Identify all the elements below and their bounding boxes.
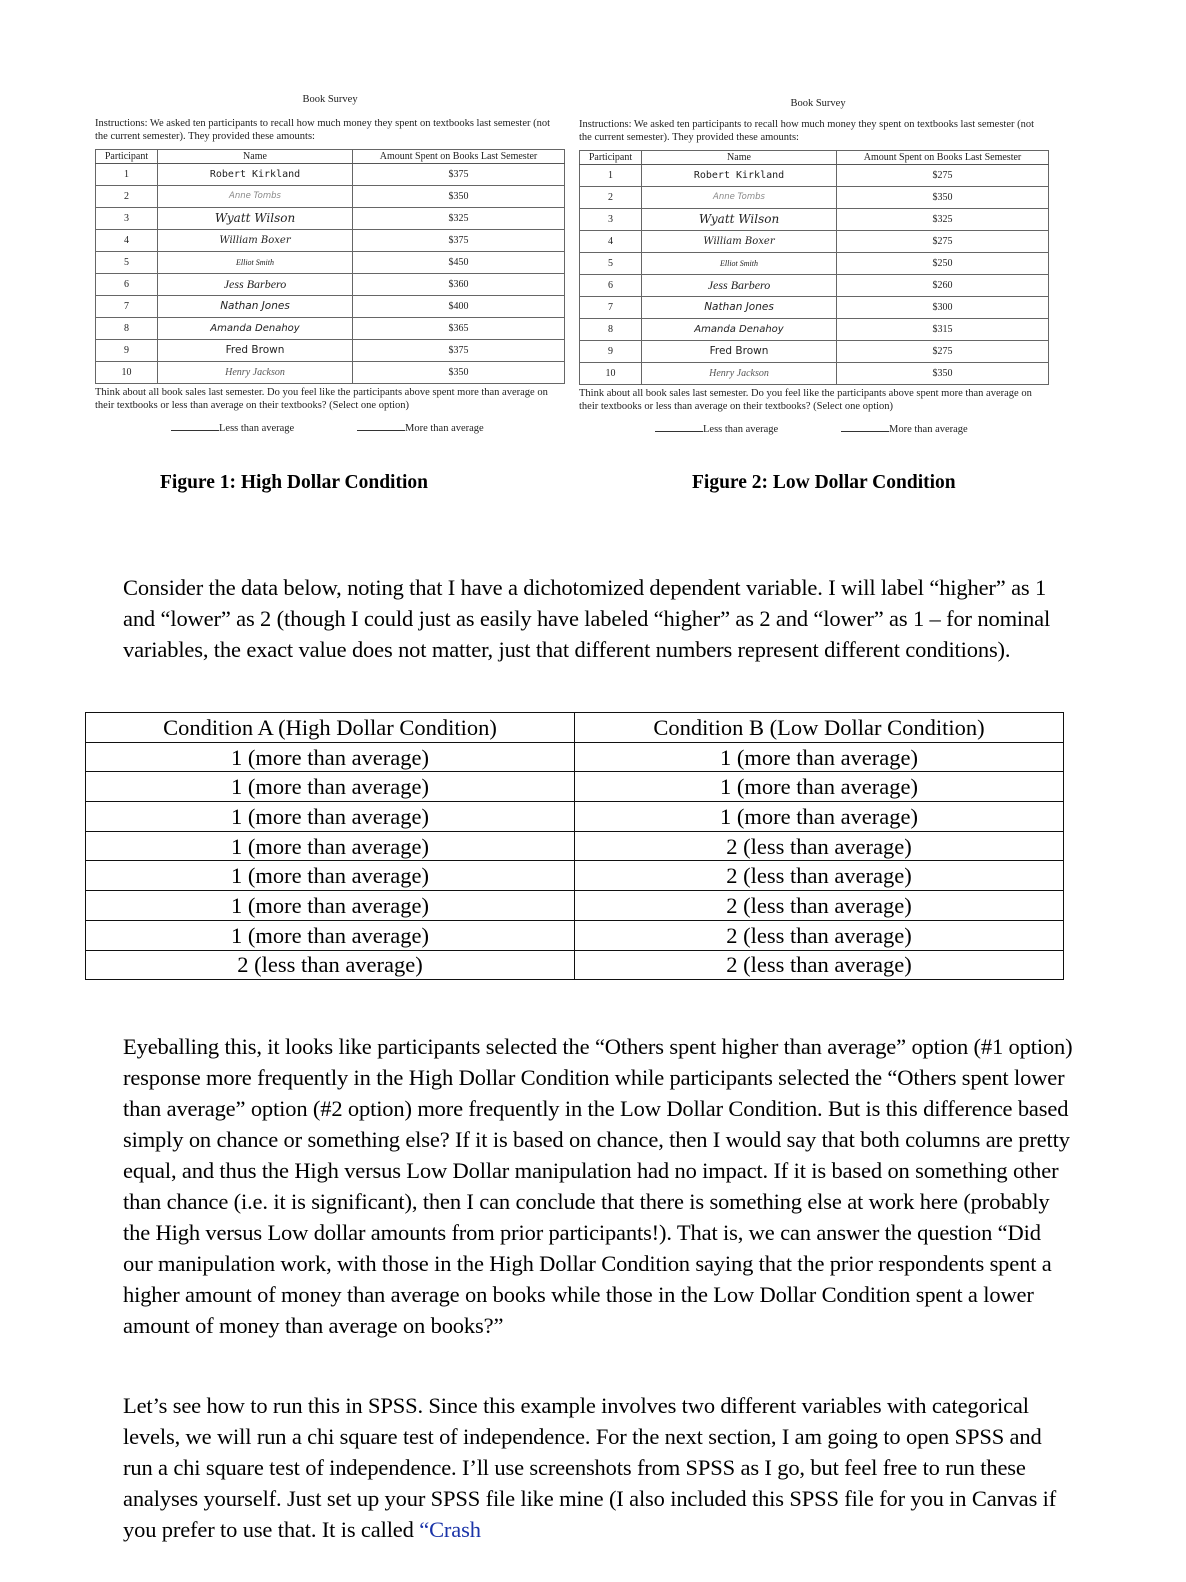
column-header-name: Name	[158, 150, 353, 164]
table-row	[580, 253, 1049, 275]
participant-name: William Boxer	[158, 230, 353, 252]
table-row	[96, 362, 565, 384]
amount-spent: $375	[353, 340, 565, 362]
participant-number: 10	[580, 363, 642, 385]
table-row	[86, 861, 1064, 891]
survey-figure-low-dollar	[579, 93, 1049, 436]
table-row	[86, 772, 1064, 802]
column-header-amount: Amount Spent on Books Last Semester	[837, 151, 1049, 165]
column-header-amount: Amount Spent on Books Last Semester	[353, 150, 565, 164]
participant-number: 1	[96, 164, 158, 186]
amount-spent: $325	[837, 209, 1049, 231]
table-row	[96, 252, 565, 274]
amount-spent: $400	[353, 296, 565, 318]
participant-number: 6	[580, 275, 642, 297]
amount-spent: $350	[353, 186, 565, 208]
condition-a-cell: 1 (more than average)	[86, 861, 575, 891]
participant-number: 4	[580, 231, 642, 253]
table-row	[86, 831, 1064, 861]
amount-spent: $250	[837, 253, 1049, 275]
table-row	[86, 802, 1064, 832]
table-row	[96, 296, 565, 318]
table-row	[96, 164, 565, 186]
participant-number: 10	[96, 362, 158, 384]
participant-name: Elliot Smith	[642, 253, 837, 275]
option-more-than-average	[841, 421, 1027, 436]
option-more-than-average	[357, 420, 543, 435]
participant-name: Jess Barbero	[642, 275, 837, 297]
amount-spent: $315	[837, 319, 1049, 341]
amount-spent: $275	[837, 165, 1049, 187]
condition-table	[85, 712, 1064, 980]
participant-name: Anne Tombs	[158, 186, 353, 208]
participant-name: Amanda Denahoy	[642, 319, 837, 341]
amount-spent: $300	[837, 297, 1049, 319]
column-header-condition-a: Condition A (High Dollar Condition)	[86, 713, 575, 743]
table-row	[96, 318, 565, 340]
participant-number: 2	[96, 186, 158, 208]
participant-number: 4	[96, 230, 158, 252]
spss-file-link[interactable]: “Crash	[419, 1517, 481, 1542]
survey-table	[95, 149, 565, 384]
option-less-than-average	[655, 421, 841, 436]
participant-name: Amanda Denahoy	[158, 318, 353, 340]
amount-spent: $275	[837, 341, 1049, 363]
participant-number: 9	[580, 341, 642, 363]
survey-table-header	[580, 151, 1049, 165]
amount-spent: $450	[353, 252, 565, 274]
answer-blank	[655, 421, 703, 432]
participant-number: 3	[580, 209, 642, 231]
participant-name: Anne Tombs	[642, 187, 837, 209]
participant-name: Robert Kirkland	[158, 164, 353, 186]
table-row	[580, 165, 1049, 187]
survey-table-header	[96, 150, 565, 164]
table-row	[580, 363, 1049, 385]
amount-spent: $360	[353, 274, 565, 296]
survey-instructions: Instructions: We asked ten participants to recall how much money they spent on textbooks last semester (not the current semester). They provided these amounts:	[95, 118, 551, 142]
table-row	[86, 891, 1064, 921]
participant-number: 1	[580, 165, 642, 187]
amount-spent: $260	[837, 275, 1049, 297]
spss-paragraph-text: Let’s see how to run this in SPSS. Since this example involves two different variables with categorical levels, we will run a chi square test of independence. For the next section, I am going to open SPSS and run a chi square test of independence. I’ll use screenshots from SPSS as I go, but feel free to run these analyses yourself. Just set up your SPSS file like mine (I also included this SPSS file for you in Canvas if you prefer to use that. It is called	[123, 1393, 1057, 1542]
condition-a-cell: 1 (more than average)	[86, 742, 575, 772]
condition-b-cell: 2 (less than average)	[575, 920, 1064, 950]
survey-figure-high-dollar	[95, 93, 565, 435]
condition-a-cell: 1 (more than average)	[86, 772, 575, 802]
condition-b-cell: 1 (more than average)	[575, 802, 1064, 832]
condition-b-cell: 2 (less than average)	[575, 831, 1064, 861]
column-header-participant: Participant	[96, 150, 158, 164]
table-row	[96, 186, 565, 208]
condition-a-cell: 1 (more than average)	[86, 802, 575, 832]
table-row	[96, 230, 565, 252]
participant-name: Elliot Smith	[158, 252, 353, 274]
participant-name: Nathan Jones	[158, 296, 353, 318]
table-row	[96, 208, 565, 230]
amount-spent: $350	[837, 187, 1049, 209]
column-header-participant: Participant	[580, 151, 642, 165]
table-row	[96, 274, 565, 296]
condition-a-cell: 2 (less than average)	[86, 950, 575, 980]
table-row	[96, 340, 565, 362]
survey-options	[579, 421, 1049, 436]
condition-b-cell: 2 (less than average)	[575, 891, 1064, 921]
option-label: More than average	[889, 424, 968, 435]
column-header-condition-b: Condition B (Low Dollar Condition)	[575, 713, 1064, 743]
participant-name: Wyatt Wilson	[642, 209, 837, 231]
survey-instructions: Instructions: We asked ten participants to recall how much money they spent on textbooks last semester (not the current semester). They provided these amounts:	[579, 119, 1035, 143]
condition-a-cell: 1 (more than average)	[86, 831, 575, 861]
option-label: Less than average	[219, 423, 295, 434]
condition-b-cell: 2 (less than average)	[575, 861, 1064, 891]
table-row	[86, 920, 1064, 950]
table-row	[580, 297, 1049, 319]
participant-name: Henry Jackson	[158, 362, 353, 384]
participant-number: 2	[580, 187, 642, 209]
survey-title: Book Survey	[790, 98, 846, 109]
answer-blank	[357, 420, 405, 431]
condition-b-cell: 1 (more than average)	[575, 772, 1064, 802]
condition-a-cell: 1 (more than average)	[86, 920, 575, 950]
condition-a-cell: 1 (more than average)	[86, 891, 575, 921]
participant-number: 5	[580, 253, 642, 275]
column-header-name: Name	[642, 151, 837, 165]
amount-spent: $375	[353, 230, 565, 252]
participant-number: 7	[580, 297, 642, 319]
amount-spent: $350	[353, 362, 565, 384]
amount-spent: $325	[353, 208, 565, 230]
table-row	[580, 275, 1049, 297]
participant-name: Robert Kirkland	[642, 165, 837, 187]
option-less-than-average	[171, 420, 357, 435]
condition-table-header	[86, 713, 1064, 743]
amount-spent: $350	[837, 363, 1049, 385]
survey-question: Think about all book sales last semester. Do you feel like the participants above spent more than average on their textbooks or less than average on their textbooks? (Select one option)	[95, 387, 548, 411]
intro-paragraph: Consider the data below, noting that I have a dichotomized dependent variable. I will label “higher” as 1 and “lower” as 2 (though I could just as easily have labeled “higher” as 2 and “lower” as 1 – for nominal variables, the exact value does not matter, just that different numbers represent different conditions).	[123, 575, 1051, 662]
participant-name: Nathan Jones	[642, 297, 837, 319]
participant-name: William Boxer	[642, 231, 837, 253]
participant-number: 5	[96, 252, 158, 274]
participant-name: Wyatt Wilson	[158, 208, 353, 230]
table-row	[580, 341, 1049, 363]
survey-table	[579, 150, 1049, 385]
option-label: Less than average	[703, 424, 779, 435]
eyeballing-paragraph: Eyeballing this, it looks like participants selected the “Others spent higher than average” option (#1 option) response more frequently in the High Dollar Condition while participants selected the “Others spent lower than average” option (#2 option) more frequently in the Low Dollar Condition. But is this difference based simply on chance or something else? If it is based on chance, then I would say that both columns are pretty equal, and thus the High versus Low Dollar manipulation had no impact. If it is based on something other than chance (i.e. it is significant), then I can conclude that there is something else at work here (probably the High versus Low dollar amounts from prior participants!). That is, we can answer the question “Did our manipulation work, with those in the High Dollar Condition saying that the prior respondents spent a higher amount of money than average on books while those in the Low Dollar Condition spent a lower amount of money than average on books?”	[123, 1034, 1073, 1338]
condition-b-cell: 1 (more than average)	[575, 742, 1064, 772]
survey-question: Think about all book sales last semester. Do you feel like the participants above spent more than average on their textbooks or less than average on their textbooks? (Select one option)	[579, 388, 1032, 412]
participant-number: 3	[96, 208, 158, 230]
answer-blank	[841, 421, 889, 432]
participant-number: 8	[96, 318, 158, 340]
option-label: More than average	[405, 423, 484, 434]
participant-number: 7	[96, 296, 158, 318]
answer-blank	[171, 420, 219, 431]
participant-name: Fred Brown	[642, 341, 837, 363]
participant-number: 8	[580, 319, 642, 341]
survey-options	[95, 420, 565, 435]
amount-spent: $275	[837, 231, 1049, 253]
table-row	[86, 950, 1064, 980]
participant-name: Jess Barbero	[158, 274, 353, 296]
survey-title: Book Survey	[302, 94, 358, 105]
table-row	[580, 319, 1049, 341]
participant-number: 6	[96, 274, 158, 296]
participant-name: Henry Jackson	[642, 363, 837, 385]
figure-1-caption: Figure 1: High Dollar Condition	[160, 472, 428, 493]
participant-name: Fred Brown	[158, 340, 353, 362]
table-row	[580, 209, 1049, 231]
condition-b-cell: 2 (less than average)	[575, 950, 1064, 980]
amount-spent: $365	[353, 318, 565, 340]
participant-number: 9	[96, 340, 158, 362]
amount-spent: $375	[353, 164, 565, 186]
table-row	[86, 742, 1064, 772]
table-row	[580, 231, 1049, 253]
figure-2-caption: Figure 2: Low Dollar Condition	[692, 472, 956, 493]
spss-paragraph	[123, 1390, 1073, 1545]
table-row	[580, 187, 1049, 209]
